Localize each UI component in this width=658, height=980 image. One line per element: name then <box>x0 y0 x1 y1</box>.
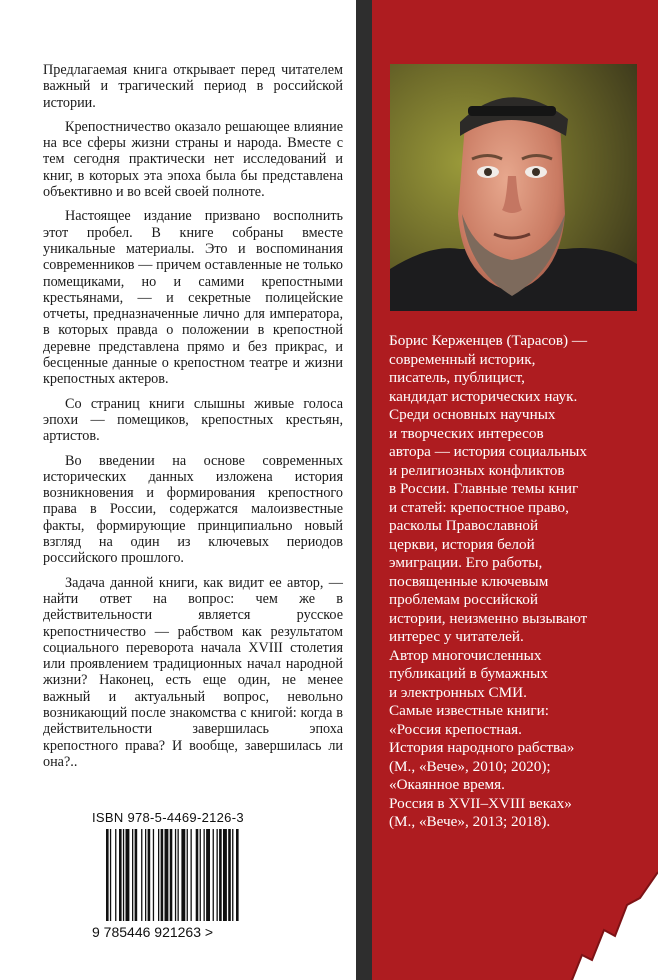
author-bio-line: и религиозных конфликтов <box>389 461 565 479</box>
author-bio-line: современный историк, <box>389 350 536 368</box>
barcode-bar <box>132 829 133 921</box>
barcode-bar <box>175 829 176 921</box>
author-bio-line: в России. Главные темы книг <box>389 480 579 497</box>
barcode-bar <box>110 829 111 921</box>
barcode-bar <box>236 829 239 921</box>
barcode-bar <box>217 829 218 921</box>
barcode-bar <box>232 829 233 921</box>
barcode-bar <box>115 829 116 921</box>
blurb-paragraph: Со страниц книги слышны живые голоса эпохи — помещиков, крепостных крестьян, артистов. <box>43 395 343 445</box>
barcode-bar <box>165 829 169 921</box>
author-bio-line: и электронных СМИ. <box>389 683 527 701</box>
barcode-bar <box>141 829 142 921</box>
barcode-bar <box>106 829 109 921</box>
blurb-paragraph: Во введении на основе современных исторических данных изложена история возникновения и формирования крепостного права в России, содержатся малоизвестные факты, формирующие принципиально новый взгляд на один из ключевых периодов российского прошлого. <box>43 452 343 567</box>
author-bio-line: «Окаянное время. <box>389 776 505 793</box>
author-bio-line: проблемам российской <box>389 591 539 608</box>
book-blurb <box>43 62 343 778</box>
spine-band <box>356 0 372 980</box>
author-bio-line: и статей: крепостное право, <box>389 498 569 516</box>
barcode-bar <box>219 829 222 921</box>
barcode-bar <box>126 829 130 921</box>
barcode-bar <box>206 829 210 921</box>
barcode-bar <box>223 829 227 921</box>
author-bio-line: (М., «Вече», 2010; 2020); <box>389 757 551 775</box>
barcode-bar <box>178 829 179 921</box>
author-bio-line: расколы Православной <box>389 517 539 534</box>
author-bio-line: интерес у читателей. <box>389 628 524 645</box>
author-bio-line: посвященные ключевым <box>389 572 549 590</box>
barcode-bar <box>161 829 164 921</box>
isbn-label: ISBN 978-5-4469-2126-3 <box>92 810 244 825</box>
barcode-bar <box>148 829 151 921</box>
blurb-paragraph: Крепостничество оказало решающее влияние на все сферы жизни страны и народа. Вместе с тем сегодня практически нет исследований и книг, в которых эта эпоха была бы представлена объективно и во всей своей полноте. <box>43 118 343 201</box>
barcode-bar <box>187 829 188 921</box>
author-bio-line: истории, неизменно вызывают <box>389 609 588 627</box>
barcode-bar <box>170 829 173 921</box>
author-bio-line: Среди основных научных <box>389 406 556 423</box>
author-bio-line: (М., «Вече», 2013; 2018). <box>389 813 551 830</box>
author-bio-line: писатель, публицист, <box>389 369 525 386</box>
author-bio-line: и творческих интересов <box>389 424 544 442</box>
barcode-bar <box>181 829 185 921</box>
barcode-bar <box>204 829 205 921</box>
author-photo <box>390 64 637 311</box>
barcode-bar <box>213 829 214 921</box>
barcode-bar <box>228 829 231 921</box>
blurb-paragraph: Предлагаемая книга открывает перед читателем важный и трагический период в российской истории. <box>43 62 343 111</box>
barcode-icon <box>92 829 282 941</box>
author-bio-line: кандидат исторических наук. <box>389 387 578 405</box>
barcode-bar <box>123 829 124 921</box>
author-bio-line: эмиграции. Его работы, <box>389 554 543 571</box>
barcode-bar <box>145 829 146 921</box>
author-bio-line: Самые известные книги: <box>389 702 550 719</box>
barcode-bar <box>119 829 122 921</box>
blurb-paragraph: Задача данной книги, как видит ее автор, — найти ответ на вопрос: чем же в действительности является русское крепостничество — рабством как результатом социального переворота начала XVIII столетия или проявлением традиционных начал народной жизни? Наконец, есть еще один, не менее важный и актуальный вопрос, невольно возникающий после знакомства с книгой: когда в действительности завершилась эпоха крепостного права? И вообще, завершилась ли она?.. <box>43 574 343 770</box>
author-bio-line: Борис Керженцев (Тарасов) — <box>389 332 588 349</box>
barcode-bar <box>135 829 138 921</box>
author-bio-line: Автор многочисленных <box>389 646 542 664</box>
author-bio-line: История народного рабства» <box>389 739 575 756</box>
barcode-bar <box>200 829 201 921</box>
author-bio <box>389 332 651 832</box>
barcode-bar <box>158 829 159 921</box>
barcode-digits: 9 785446 921263 > <box>92 924 214 940</box>
author-bio-line: публикаций в бумажных <box>389 665 548 682</box>
author-bio-line: автора — история социальных <box>389 443 587 460</box>
author-bio-line: «Россия крепостная. <box>389 720 522 738</box>
barcode-bar <box>196 829 199 921</box>
barcode-bar <box>191 829 192 921</box>
author-bio-line: Россия в XVII–XVIII веках» <box>389 794 572 812</box>
author-bio-line: церкви, история белой <box>389 535 535 553</box>
blurb-paragraph: Настоящее издание призвано восполнить этот пробел. В книге собраны вместе уникальные материалы. Это и воспоминания современников — причем оставленные не только помещиками, но и самими крепостными крестьянами, — и секретные полицейские отчеты, предназначенные лично для императора, в которых правда о положении в крепостной деревне представлена прямо и без прикрас, и бесценные данные о крепостном театре и жизни крепостных актеров. <box>43 208 343 388</box>
isbn-barcode-block <box>92 810 282 941</box>
barcode-bar <box>153 829 154 921</box>
